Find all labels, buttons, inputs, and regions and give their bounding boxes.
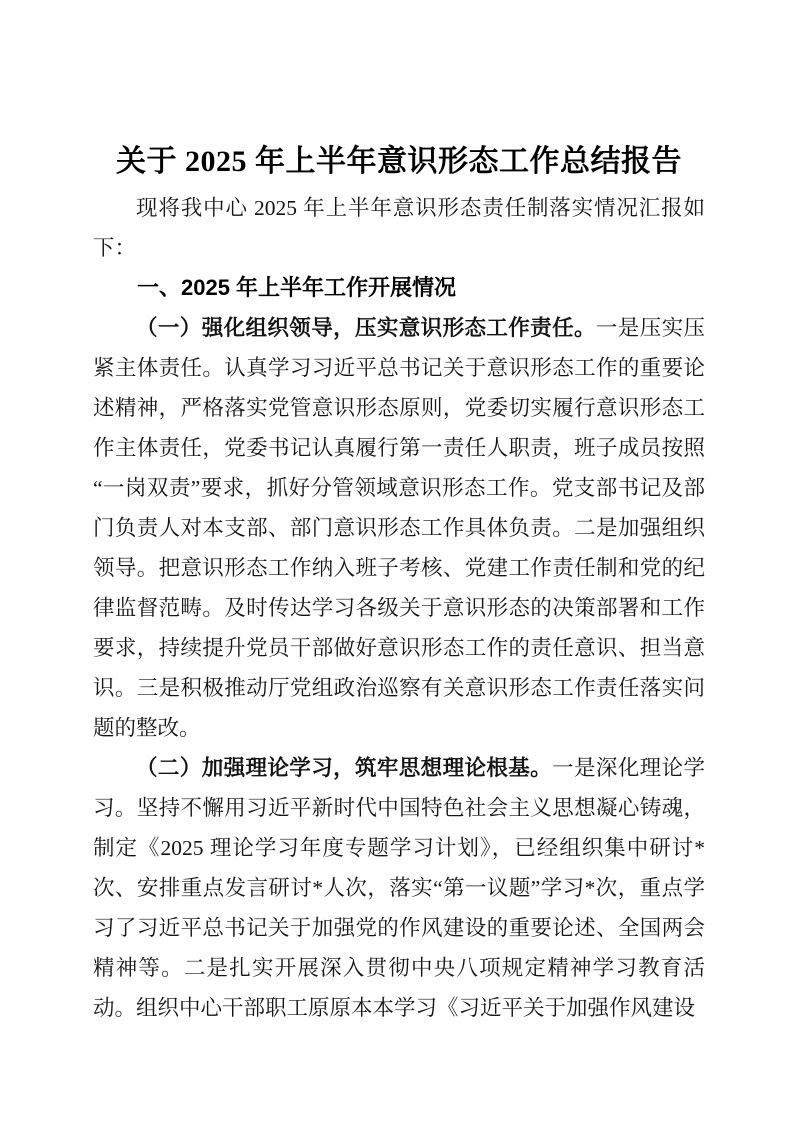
intro-paragraph: 现将我中心 2025 年上半年意识形态责任制落实情况汇报如下： <box>93 196 705 260</box>
section-1-heading: 一、2025 年上半年工作开展情况 <box>137 275 457 300</box>
paragraph-1-lead: （一）强化组织领导，压实意识形态工作责任。 <box>136 316 596 340</box>
paragraph-2-lead: （二）加强理论学习，筑牢思想理论根基。 <box>136 756 553 780</box>
paragraph-2 <box>93 748 705 1028</box>
paragraph-1 <box>93 308 705 748</box>
paragraph-2-body: 一是深化理论学习。坚持不懈用习近平新时代中国特色社会主义思想凝心铸魂，制定《2025 理论学习年度专题学习计划》，已经组织集中研讨*次、安排重点发言研讨*人次，落实“第一议题”学习*次，重点学习了习近平总书记关于加强党的作风建设的重要论述、全国两会精神等。二是扎实开展深入贯彻中央八项规定精神学习教育活动。组织中心干部职工原原本本学习《习近平关于加强作风建设 <box>93 756 705 1020</box>
document-title: 关于 2025 年上半年意识形态工作总结报告 <box>116 145 682 178</box>
paragraph-1-body: 一是压实压紧主体责任。认真学习习近平总书记关于意识形态工作的重要论述精神，严格落实党管意识形态原则，党委切实履行意识形态工作主体责任，党委书记认真履行第一责任人职责，班子成员按照“一岗双责”要求，抓好分管领域意识形态工作。党支部书记及部门负责人对本支部、部门意识形态工作具体负责。二是加强组织领导。把意识形态工作纳入班子考核、党建工作责任制和党的纪律监督范畴。及时传达学习各级关于意识形态的决策部署和工作要求，持续提升党员干部做好意识形态工作的责任意识、担当意识。三是积极推动厅党组政治巡察有关意识形态工作责任落实问题的整改。 <box>93 316 705 740</box>
